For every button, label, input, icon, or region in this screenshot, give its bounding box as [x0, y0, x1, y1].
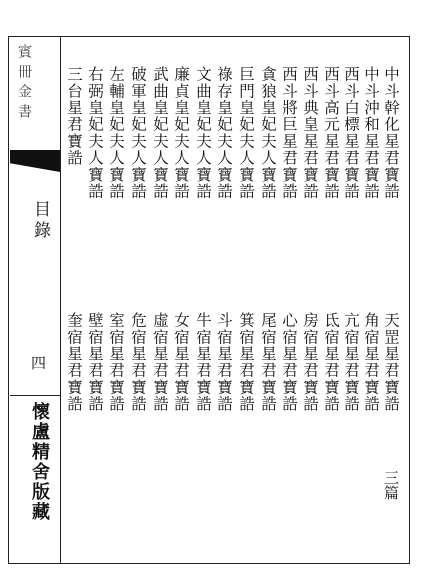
- toc-entry: 西斗將巨星君寶誥: [280, 66, 298, 200]
- toc-entry: 廉貞皇妃夫人寶誥: [172, 66, 190, 200]
- book-title: 賓冊金書: [16, 44, 32, 124]
- toc-entry: 中斗幹化星君寶誥: [382, 66, 400, 200]
- toc-entry: 氐宿星君寶誥: [322, 312, 340, 413]
- gutter-rule: [10, 395, 60, 396]
- toc-entry: 天罡星君寶誥: [382, 312, 400, 413]
- toc-entry: 尾宿星君寶誥: [259, 312, 277, 413]
- toc-entry: 牛宿星君寶誥: [194, 312, 212, 413]
- toc-entry: 奎宿星君寶誥: [65, 312, 83, 413]
- toc-entry: 武曲皇妃夫人寶誥: [151, 66, 169, 200]
- toc-entry: 斗宿星君寶誥: [215, 312, 233, 413]
- toc-entry: 文曲皇妃夫人寶誥: [194, 66, 212, 200]
- section-label: 目錄: [30, 200, 50, 242]
- toc-entry: 右弼皇妃夫人寶誥: [86, 66, 104, 200]
- toc-entry: 女宿星君寶誥: [172, 312, 190, 413]
- toc-entry: 西斗白標星君寶誥: [342, 66, 360, 200]
- toc-entry: 角宿星君寶誥: [362, 312, 380, 413]
- toc-entry: 三台星君寶誥: [65, 66, 83, 167]
- page-number: 四: [29, 355, 47, 370]
- publisher-label: 懷盧精舍版藏: [29, 402, 50, 522]
- toc-entry: 西斗高元星君寶誥: [322, 66, 340, 200]
- section-count: 三篇: [382, 470, 400, 500]
- toc-entry: 房宿星君寶誥: [301, 312, 319, 413]
- toc-entry: 心宿星君寶誥: [280, 312, 298, 413]
- toc-entry: 箕宿星君寶誥: [237, 312, 255, 413]
- toc-entry: 虛宿星君寶誥: [151, 312, 169, 413]
- toc-entry: 中斗沖和星君寶誥: [362, 66, 380, 200]
- toc-entry: 壁宿星君寶誥: [86, 312, 104, 413]
- toc-entry: 室宿星君寶誥: [107, 312, 125, 413]
- toc-entry: 巨門皇妃夫人寶誥: [237, 66, 255, 200]
- toc-entry: 西斗典皇星君寶誥: [301, 66, 319, 200]
- toc-entry: 危宿星君寶誥: [129, 312, 147, 413]
- toc-entry: 破軍皇妃夫人寶誥: [129, 66, 147, 200]
- toc-entry: 亢宿星君寶誥: [342, 312, 360, 413]
- gutter-divider: [60, 36, 61, 564]
- toc-entry: 祿存皇妃夫人寶誥: [215, 66, 233, 200]
- toc-entry: 貪狼皇妃夫人寶誥: [259, 66, 277, 200]
- toc-entry: 左輔皇妃夫人寶誥: [107, 66, 125, 200]
